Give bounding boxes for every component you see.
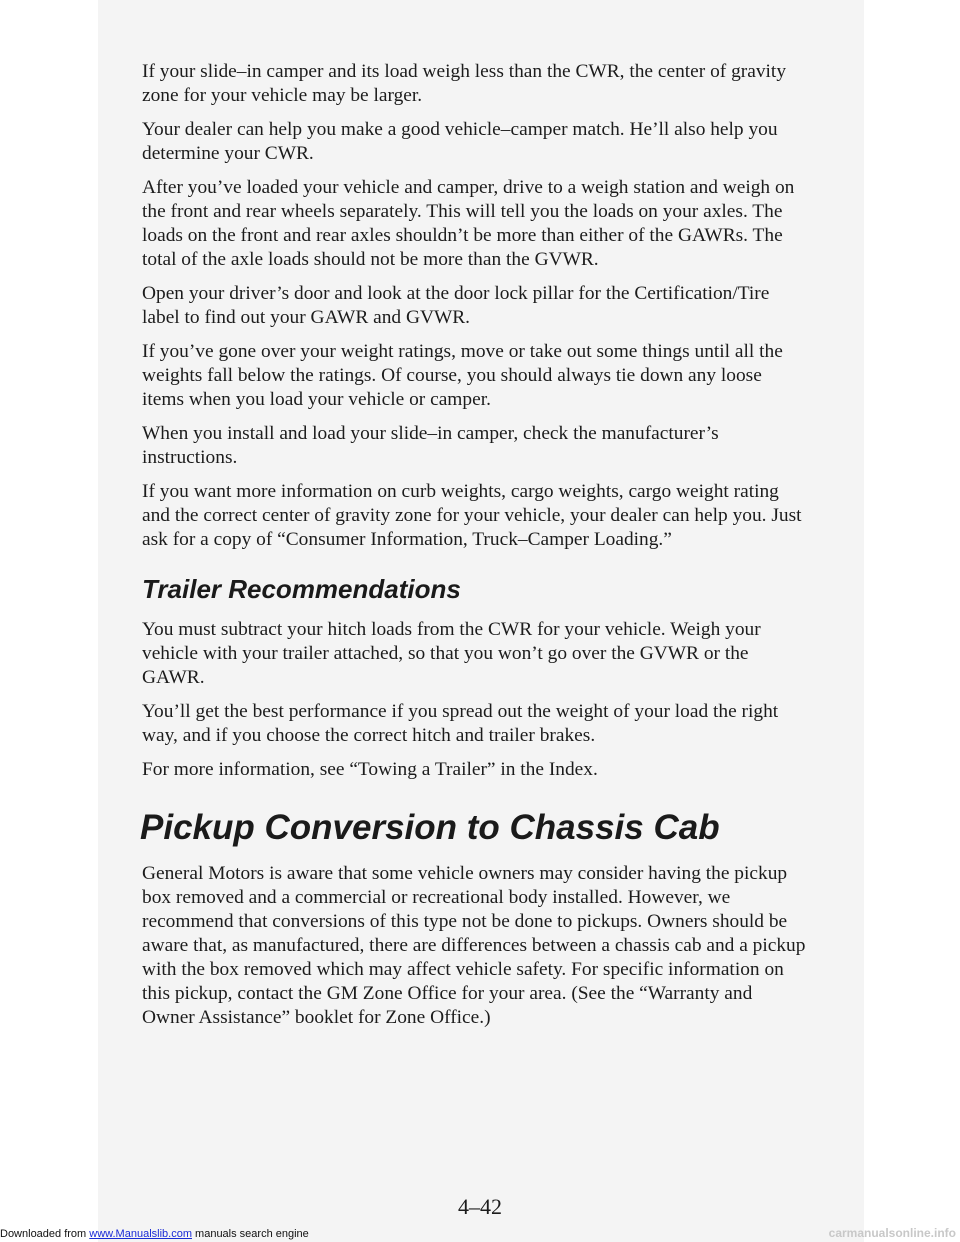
- paragraph-install-instructions: When you install and load your slide–in camper, check the manufacturer’s instructions.: [142, 423, 719, 468]
- download-footer: [0, 1227, 309, 1241]
- footer-prefix: Downloaded from: [0, 1228, 90, 1240]
- watermark-text: carmanualsonline.info: [828, 1226, 956, 1240]
- heading-trailer-recommendations: Trailer Recommendations: [142, 574, 461, 604]
- manualslib-link[interactable]: www.Manualslib.com: [89, 1228, 192, 1240]
- paragraph-weigh-station: After you’ve loaded your vehicle and camper, drive to a weigh station and weigh on the front and rear wheels separately. This will tell you the loads on your axles. The loads on the front and rear axles shouldn’t be more than either of the GAWRs. The total of the axle loads should not be more than the GVWR.: [142, 177, 795, 270]
- paragraph-best-performance: You’ll get the best performance if you spread out the weight of your load the right way, and if you choose the correct hitch and trailer brakes.: [142, 701, 779, 746]
- paragraph-door-label: Open your driver’s door and look at the door lock pillar for the Certification/Tire label to find out your GAWR and GVWR.: [142, 283, 770, 328]
- paragraph-camper-load: If your slide–in camper and its load weigh less than the CWR, the center of gravity zone for your vehicle may be larger.: [142, 61, 787, 106]
- footer-suffix: manuals search engine: [191, 1228, 309, 1240]
- page-number: 4–42: [458, 1194, 502, 1219]
- paragraph-hitch-loads: You must subtract your hitch loads from the CWR for your vehicle. Weigh your vehicle with your trailer attached, so that you won’t go over the GVWR or the GAWR.: [142, 619, 761, 688]
- heading-pickup-conversion: Pickup Conversion to Chassis Cab: [140, 808, 720, 847]
- paragraph-dealer-match: Your dealer can help you make a good vehicle–camper match. He’ll also help you determine your CWR.: [142, 119, 778, 164]
- paragraph-towing-reference: For more information, see “Towing a Trailer” in the Index.: [142, 759, 598, 780]
- paragraph-chassis-cab: General Motors is aware that some vehicle owners may consider having the pickup box removed and a commercial or recreational body installed. However, we recommend that conversions of this type not be done to pickups. Owners should be aware that, as manufactured, there are differences between a chassis cab and a pickup with the box removed which may affect vehicle safety. For specific information on this pickup, contact the GM Zone Office for your area. (See the “Warranty and Owner Assistance” booklet for Zone Office.): [142, 863, 806, 1028]
- page-content: [142, 60, 807, 1040]
- paragraph-over-ratings: If you’ve gone over your weight ratings, move or take out some things until all the weights fall below the ratings. Of course, you should always tie down any loose items when you load your vehicle or camper.: [142, 341, 783, 410]
- paragraph-more-information: If you want more information on curb weights, cargo weights, cargo weight rating and the correct center of gravity zone for your vehicle, your dealer can help you. Just ask for a copy of “Consumer Information, Truck–Camper Loading.”: [142, 481, 802, 550]
